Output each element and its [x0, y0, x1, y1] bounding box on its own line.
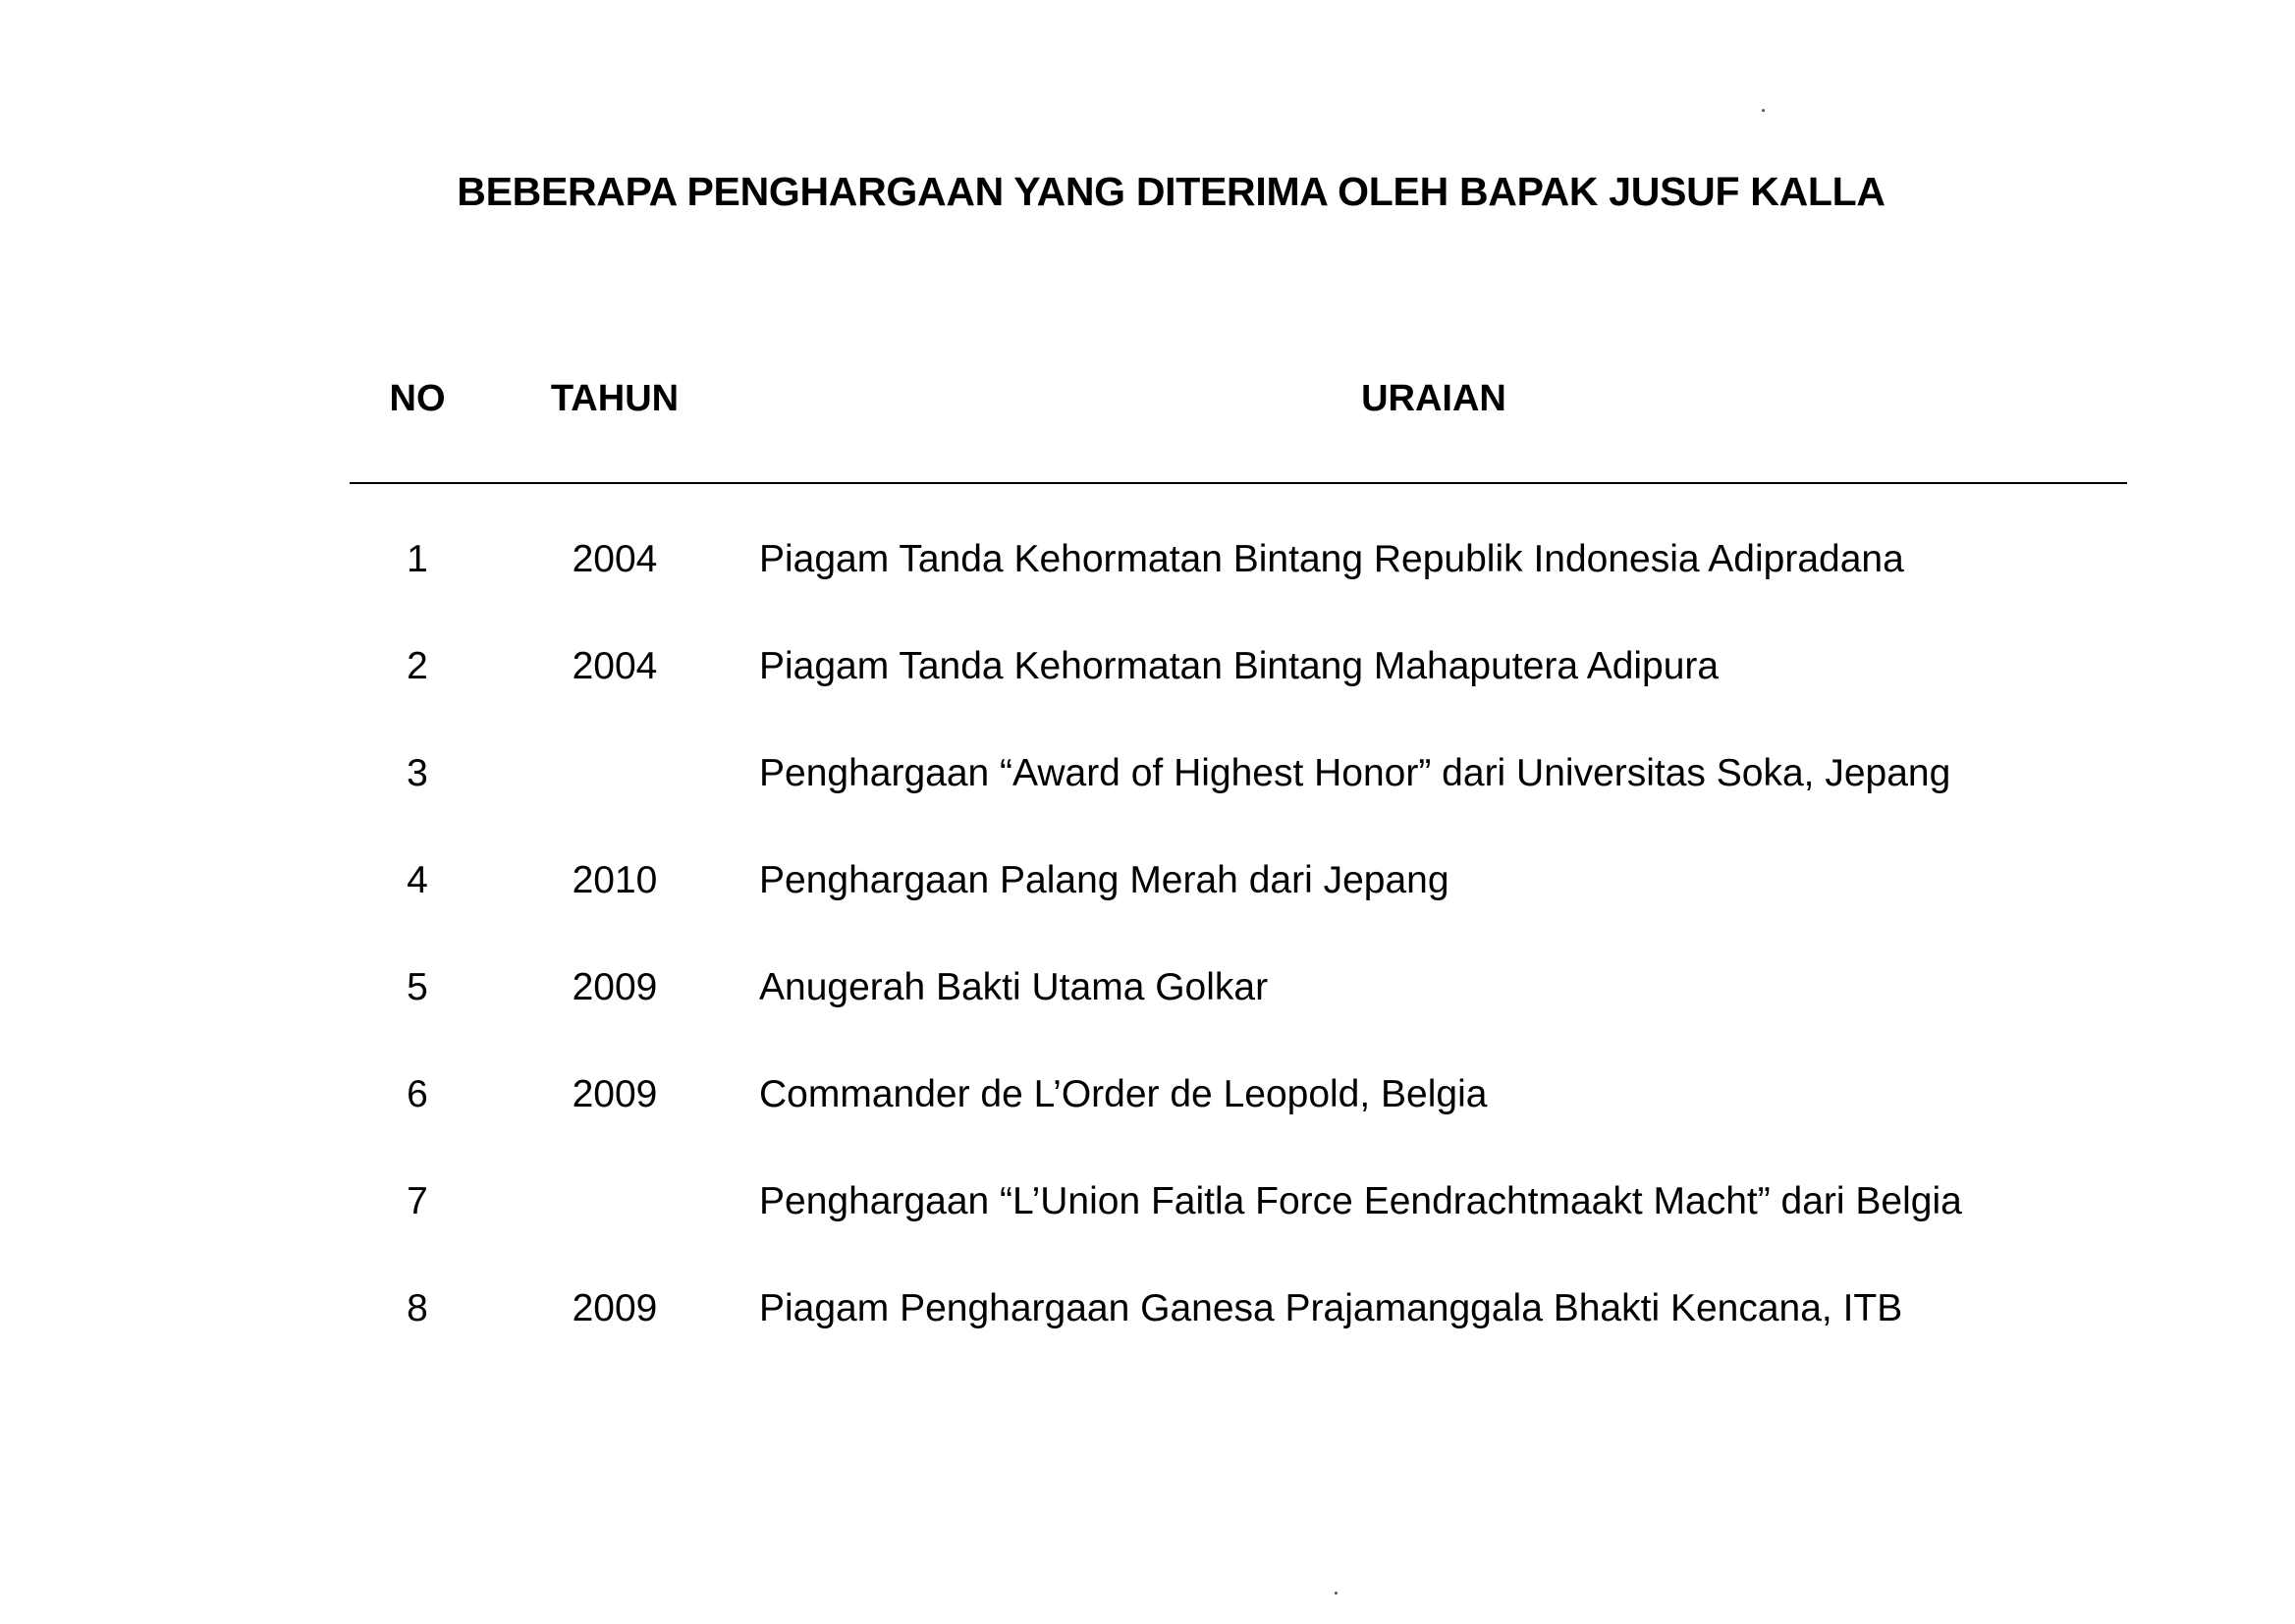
table-body — [0, 538, 2295, 1394]
scan-speck — [1335, 1592, 1338, 1595]
table-row — [0, 752, 2295, 859]
cell-no: 6 — [407, 1073, 428, 1115]
cell-no: 5 — [407, 966, 428, 1008]
cell-uraian: Penghargaan Palang Merah dari Jepang — [759, 859, 1449, 901]
cell-uraian: Piagam Tanda Kehormatan Bintang Republik Indonesia Adipradana — [759, 538, 1904, 580]
cell-tahun: 2004 — [572, 538, 658, 580]
table-row — [0, 645, 2295, 752]
cell-uraian: Piagam Tanda Kehormatan Bintang Mahaputera Adipura — [759, 645, 1720, 687]
cell-tahun: 2009 — [572, 966, 658, 1008]
document-title: BEBERAPA PENGHARGAAN YANG DITERIMA OLEH BAPAK JUSUF KALLA — [457, 169, 1885, 214]
table-row — [0, 1287, 2295, 1394]
cell-no: 3 — [407, 752, 428, 794]
table-row — [0, 859, 2295, 966]
cell-uraian: Penghargaan “L’Union Faitla Force Eendrachtmaakt Macht” dari Belgia — [759, 1180, 1962, 1222]
header-uraian: URAIAN — [1361, 378, 1506, 419]
cell-uraian: Anugerah Bakti Utama Golkar — [759, 966, 1269, 1008]
cell-uraian: Commander de L’Order de Leopold, Belgia — [759, 1073, 1488, 1115]
table-row — [0, 538, 2295, 645]
cell-no: 1 — [407, 538, 428, 580]
cell-tahun: 2009 — [572, 1287, 658, 1329]
cell-no: 7 — [407, 1180, 428, 1222]
header-divider — [350, 482, 2127, 484]
table-row — [0, 1180, 2295, 1287]
scan-speck — [1762, 109, 1765, 112]
cell-tahun: 2009 — [572, 1073, 658, 1115]
cell-tahun: 2010 — [572, 859, 658, 901]
cell-no: 4 — [407, 859, 428, 901]
cell-no: 8 — [407, 1287, 428, 1329]
header-tahun: TAHUN — [550, 378, 680, 419]
cell-uraian: Penghargaan “Award of Highest Honor” dari Universitas Soka, Jepang — [759, 752, 1951, 794]
table-row — [0, 1073, 2295, 1180]
cell-no: 2 — [407, 645, 428, 687]
table-header — [0, 378, 2295, 427]
cell-tahun: 2004 — [572, 645, 658, 687]
header-no: NO — [389, 378, 446, 419]
table-row — [0, 966, 2295, 1073]
cell-uraian: Piagam Penghargaan Ganesa Prajamanggala Bhakti Kencana, ITB — [759, 1287, 1903, 1329]
